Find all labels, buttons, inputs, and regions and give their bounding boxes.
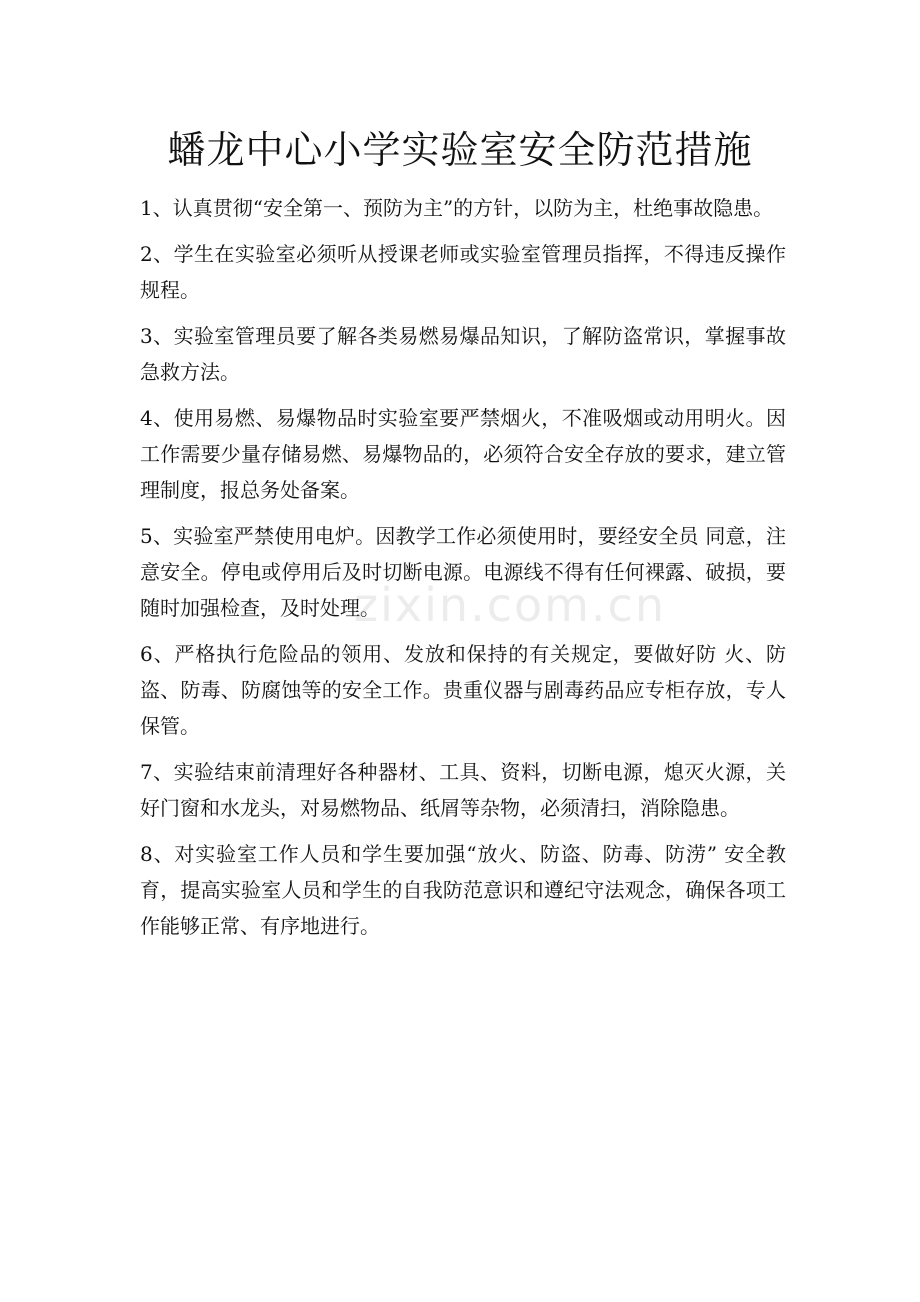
- paragraph-7: 7、实验结束前清理好各种器材、工具、资料，切断电源，熄灭火源，关好门窗和水龙头，对易燃物品、纸屑等杂物，必须清扫，消除隐患。: [140, 760, 786, 820]
- paragraph-4: 4、使用易燃、易爆物品时实验室要严禁烟火，不准吸烟或动用明火。因工作需要少量存储易燃、易爆物品的，必须符合安全存放的要求，建立管理制度，报总务处备案。: [140, 406, 786, 502]
- document-body: [140, 190, 786, 944]
- paragraph-8: 8、对实验室工作人员和学生要加强“放火、防盗、防毒、防涝” 安全教育，提高实验室人员和学生的自我防范意识和遵纪守法观念，确保各项工作能够正常、有序地进行。: [140, 842, 786, 938]
- paragraph-3: 3、实验室管理员要了解各类易燃易爆品知识，了解防盗常识，掌握事故急救方法。: [140, 324, 786, 384]
- paragraph-5: 5、实验室严禁使用电炉。因教学工作必须使用时，要经安全员 同意，注意安全。停电或停用后及时切断电源。电源线不得有任何裸露、破损，要随时加强检查，及时处理。: [140, 524, 786, 620]
- paragraph-2: 2、学生在实验室必须听从授课老师或实验室管理员指挥，不得违反操作规程。: [140, 242, 786, 302]
- watermark: zixin.com.cn: [353, 578, 667, 632]
- paragraph-6: 6、严格执行危险品的领用、发放和保持的有关规定，要做好防 火、防盗、防毒、防腐蚀等的安全工作。贵重仪器与剧毒药品应专柜存放，专人保管。: [140, 642, 786, 738]
- paragraph-1: 1、认真贯彻“安全第一、预防为主”的方针，以防为主，杜绝事故隐患。: [140, 196, 774, 220]
- document-title: 蟠龙中心小学实验室安全防范措施: [167, 128, 753, 172]
